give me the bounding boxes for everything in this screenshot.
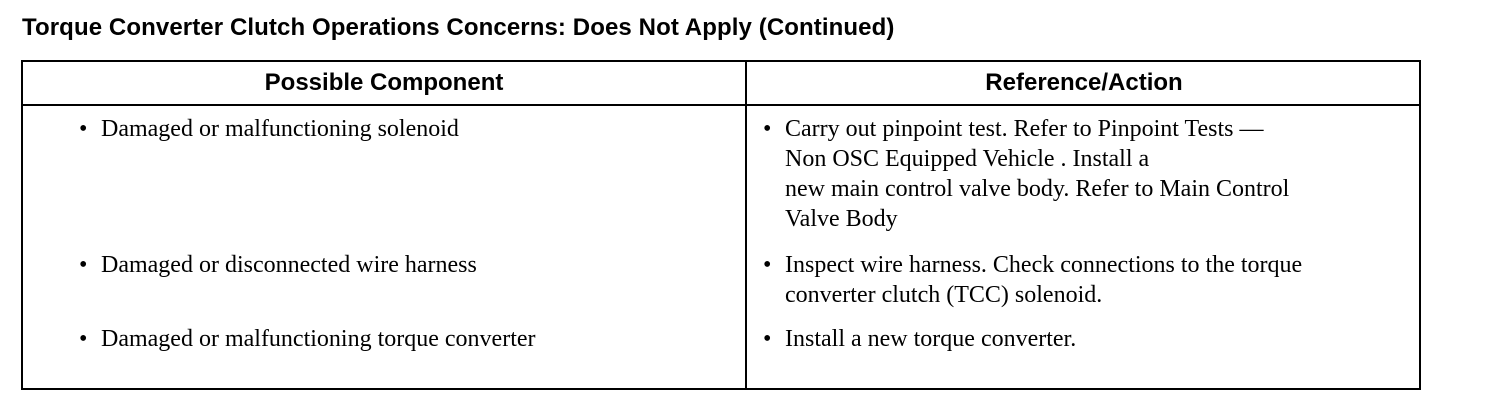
table-row-2-component xyxy=(79,250,729,280)
header-divider xyxy=(23,104,1419,106)
action-line: converter clutch (TCC) solenoid. xyxy=(785,282,1103,308)
action-line: Inspect wire harness. Check connections to the torque xyxy=(785,252,1303,278)
action-line: new main control valve body. Refer to Main Control xyxy=(785,176,1290,202)
component-text: Damaged or malfunctioning solenoid xyxy=(101,116,459,142)
table-row-3-component xyxy=(79,324,729,354)
action-line: Install a new torque converter. xyxy=(785,326,1077,352)
component-text: Damaged or malfunctioning torque converter xyxy=(101,326,536,352)
bullet-marker: • xyxy=(763,252,772,278)
column-header-reference-action: Reference/Action xyxy=(985,69,1183,96)
component-text: Damaged or disconnected wire harness xyxy=(101,252,477,278)
action-line: Non OSC Equipped Vehicle . Install a xyxy=(785,146,1150,172)
bullet-marker: • xyxy=(79,326,88,352)
bullet-marker: • xyxy=(79,116,88,142)
column-divider xyxy=(745,62,747,388)
table-row-2-action xyxy=(763,250,1413,310)
table-row-1-action xyxy=(763,114,1413,234)
action-line: Carry out pinpoint test. Refer to Pinpoint Tests — xyxy=(785,116,1264,142)
table-row-1-component xyxy=(79,114,729,144)
page-title: Torque Converter Clutch Operations Concerns: Does Not Apply (Continued) xyxy=(22,14,895,41)
bullet-marker: • xyxy=(79,252,88,278)
bullet-marker: • xyxy=(763,326,772,352)
concerns-table xyxy=(21,60,1421,390)
action-text xyxy=(785,250,1413,310)
action-text xyxy=(785,114,1413,234)
action-line: Valve Body xyxy=(785,206,898,232)
action-text xyxy=(785,324,1413,354)
column-header-possible-component: Possible Component xyxy=(264,69,504,96)
table-row-3-action xyxy=(763,324,1413,354)
bullet-marker: • xyxy=(763,116,772,142)
